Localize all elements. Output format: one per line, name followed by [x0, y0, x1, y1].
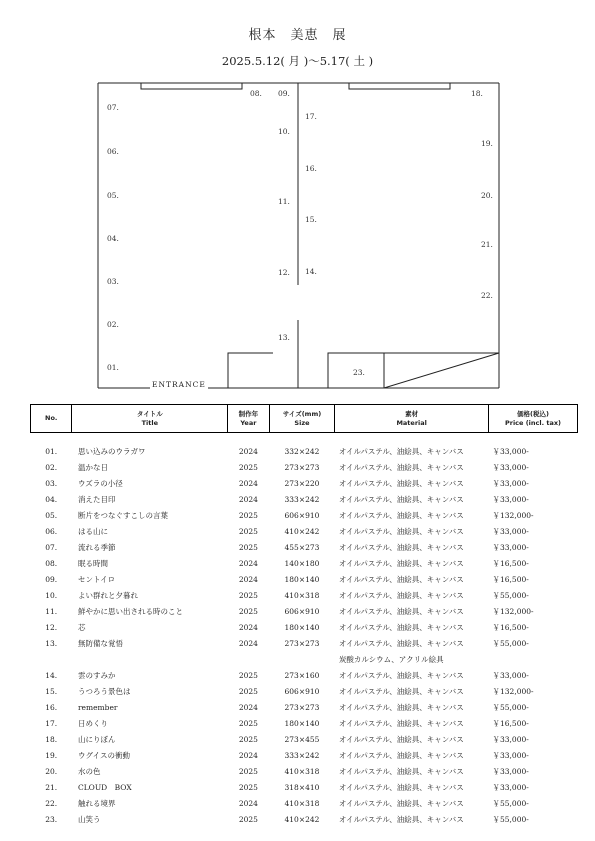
cell-size: 273×273 — [284, 462, 320, 472]
table-row — [31, 571, 578, 587]
col-header-size: サイズ(mm) Size — [269, 405, 335, 433]
cell-material: オイルパステル、油絵具、キャンバス — [338, 478, 464, 488]
cell-no: 05. — [45, 510, 58, 520]
cell-year: 2024 — [238, 574, 258, 584]
cell-year: 2025 — [238, 670, 258, 680]
cell-material: オイルパステル、油絵具、キャンバス — [338, 494, 464, 504]
cell-title: ウズラの小径 — [77, 478, 123, 488]
cell-no: 21. — [45, 782, 58, 792]
entrance-wall — [228, 353, 273, 388]
wall-label-09: 09. — [278, 89, 290, 98]
cell-year: 2025 — [238, 462, 258, 472]
cell-title: 思い込みのウラガワ — [77, 446, 146, 456]
cell-price: ￥33,000- — [492, 446, 529, 456]
cell-price — [489, 651, 578, 667]
cell-title: 鮮やかに思い出される時のこと — [77, 606, 183, 616]
cell-material: オイルパステル、油絵具、キャンバス — [338, 590, 464, 600]
wall-label-17: 17. — [305, 112, 317, 121]
table-row — [31, 491, 578, 507]
cell-year: 2025 — [238, 686, 258, 696]
cell-no: 19. — [45, 750, 58, 760]
cell-year: 2025 — [238, 510, 258, 520]
cell-no: 04. — [45, 494, 58, 504]
cell-material: 炭酸カルシウム、アクリル絵具 — [338, 654, 444, 664]
cell-size: 332×242 — [284, 446, 320, 456]
table-row — [31, 747, 578, 763]
table-row — [31, 433, 578, 460]
cell-year — [228, 651, 269, 667]
table-row — [31, 811, 578, 827]
cell-price: ￥16,500- — [492, 718, 529, 728]
cell-size: 180×140 — [284, 718, 320, 728]
cell-year: 2025 — [238, 766, 258, 776]
cell-no: 20. — [45, 766, 58, 776]
cell-price: ￥16,500- — [492, 574, 529, 584]
wall-label-01: 01. — [107, 363, 119, 372]
cell-size: 606×910 — [284, 686, 320, 696]
cell-price: ￥55,000- — [492, 814, 529, 824]
cell-material: オイルパステル、油絵具、キャンバス — [338, 638, 464, 648]
cell-material: オイルパステル、油絵具、キャンバス — [338, 750, 464, 760]
wall-label-18: 18. — [471, 89, 483, 98]
cell-year: 2025 — [238, 718, 258, 728]
wall-label-10: 10. — [278, 127, 290, 136]
cell-material: オイルパステル、油絵具、キャンバス — [338, 798, 464, 808]
cell-price: ￥33,000- — [492, 766, 529, 776]
cell-size: 410×318 — [284, 766, 320, 776]
floor-plan — [0, 0, 595, 400]
wall-label-19: 19. — [481, 139, 493, 148]
cell-year: 2024 — [238, 494, 258, 504]
cell-title — [72, 651, 228, 667]
cell-title: 断片をつなぐすこしの言葉 — [77, 510, 168, 520]
cell-title: remember — [77, 702, 118, 712]
cell-title: 消えた目印 — [77, 494, 116, 504]
cell-no — [31, 651, 72, 667]
cell-no: 02. — [45, 462, 58, 472]
cell-material: オイルパステル、油絵具、キャンバス — [338, 766, 464, 776]
cell-title: セントイロ — [77, 574, 116, 584]
cell-price: ￥132,000- — [492, 606, 534, 616]
cell-title: よい群れと夕暮れ — [77, 590, 138, 600]
cell-title: はる山に — [77, 526, 108, 536]
wall-label-12: 12. — [278, 268, 290, 277]
cell-material: オイルパステル、油絵具、キャンバス — [338, 446, 464, 456]
cell-title: 流れる季節 — [77, 542, 116, 552]
cell-title: 山にりぼん — [77, 734, 116, 744]
cell-no: 15. — [45, 686, 58, 696]
col-header-title: タイトル Title — [72, 405, 228, 433]
cell-size: 333×242 — [284, 494, 320, 504]
cell-size: 273×273 — [284, 638, 320, 648]
cell-no: 23. — [45, 814, 58, 824]
cell-no: 14. — [45, 670, 58, 680]
cell-price: ￥132,000- — [492, 510, 534, 520]
wall-label-20: 20. — [481, 191, 493, 200]
table-row — [31, 603, 578, 619]
cell-material: オイルパステル、油絵具、キャンバス — [338, 702, 464, 712]
cell-material: オイルパステル、油絵具、キャンバス — [338, 510, 464, 520]
cell-size: 606×910 — [284, 606, 320, 616]
works-table-body — [31, 433, 578, 828]
wall-label-15: 15. — [305, 215, 317, 224]
cell-size: 333×242 — [284, 750, 320, 760]
table-row — [31, 523, 578, 539]
table-row — [31, 715, 578, 731]
cell-material: オイルパステル、油絵具、キャンバス — [338, 622, 464, 632]
cell-price: ￥33,000- — [492, 670, 529, 680]
cell-size: 273×455 — [284, 734, 320, 744]
cell-price: ￥55,000- — [492, 638, 529, 648]
cell-title: 日めくり — [77, 718, 108, 728]
cell-year: 2025 — [238, 542, 258, 552]
cell-title: うつろう景色は — [77, 686, 131, 696]
cell-title: ウグイスの衝動 — [77, 750, 131, 760]
cell-no: 06. — [45, 526, 58, 536]
cell-price: ￥33,000- — [492, 494, 529, 504]
ceiling-fixture-right — [349, 83, 450, 89]
cell-size: 318×410 — [284, 782, 320, 792]
cell-title: 雲のすみか — [77, 670, 116, 680]
cell-no: 11. — [45, 606, 58, 616]
cell-size: 180×140 — [284, 574, 320, 584]
cell-material: オイルパステル、油絵具、キャンバス — [338, 574, 464, 584]
col-header-material: 素材 Material — [335, 405, 489, 433]
cell-material: オイルパステル、油絵具、キャンバス — [338, 542, 464, 552]
cell-year: 2024 — [238, 446, 258, 456]
wall-label-13: 13. — [278, 333, 290, 342]
diagonal-line — [384, 353, 499, 388]
cell-material: オイルパステル、油絵具、キャンバス — [338, 686, 464, 696]
cell-year: 2024 — [238, 558, 258, 568]
cell-material: オイルパステル、油絵具、キャンバス — [338, 526, 464, 536]
cell-size: 273×273 — [284, 702, 320, 712]
wall-label-06: 06. — [107, 147, 119, 156]
wall-label-04: 04. — [107, 234, 119, 243]
table-row — [31, 683, 578, 699]
table-row — [31, 587, 578, 603]
cell-no: 12. — [45, 622, 58, 632]
cell-no: 01. — [45, 446, 58, 456]
cell-year: 2025 — [238, 526, 258, 536]
cell-year: 2025 — [238, 814, 258, 824]
cell-size — [269, 651, 335, 667]
cell-size: 410×318 — [284, 590, 320, 600]
cell-price: ￥55,000- — [492, 702, 529, 712]
cell-title: 水の色 — [77, 766, 101, 776]
cell-year: 2025 — [238, 782, 258, 792]
cell-material: オイルパステル、油絵具、キャンバス — [338, 558, 464, 568]
wall-label-02: 02. — [107, 320, 119, 329]
cell-size: 410×318 — [284, 798, 320, 808]
cell-no: 10. — [45, 590, 58, 600]
cell-price: ￥33,000- — [492, 462, 529, 472]
table-row — [31, 763, 578, 779]
wall-label-16: 16. — [305, 164, 317, 173]
cell-material: オイルパステル、油絵具、キャンバス — [338, 734, 464, 744]
cell-material: オイルパステル、油絵具、キャンバス — [338, 606, 464, 616]
col-header-price: 価格(税込) Price (incl. tax) — [489, 405, 578, 433]
col-header-year: 制作年 Year — [228, 405, 269, 433]
cell-size: 180×140 — [284, 622, 320, 632]
table-row — [31, 667, 578, 683]
cell-size: 606×910 — [284, 510, 320, 520]
table-row — [31, 635, 578, 651]
table-row — [31, 795, 578, 811]
cell-price: ￥33,000- — [492, 478, 529, 488]
cell-title: 眠る時間 — [77, 558, 108, 568]
cell-year: 2025 — [238, 590, 258, 600]
wall-label-07: 07. — [107, 103, 119, 112]
table-row — [31, 699, 578, 715]
cell-year: 2024 — [238, 478, 258, 488]
cell-no: 03. — [45, 478, 58, 488]
cell-year: 2024 — [238, 798, 258, 808]
col-header-no: No. — [31, 405, 72, 433]
cell-title: CLOUD BOX — [77, 782, 132, 792]
cell-year: 2024 — [238, 622, 258, 632]
cell-no: 22. — [45, 798, 58, 808]
cell-size: 410×242 — [284, 526, 320, 536]
cell-title: 無防備な覚悟 — [77, 638, 123, 648]
ceiling-fixture-left — [141, 83, 242, 89]
floor-plan-lines — [0, 0, 595, 400]
table-row — [31, 555, 578, 571]
cell-price: ￥16,500- — [492, 622, 529, 632]
table-row — [31, 651, 578, 667]
cell-title: 触れる境界 — [77, 798, 116, 808]
cell-price: ￥33,000- — [492, 542, 529, 552]
cell-price: ￥33,000- — [492, 750, 529, 760]
cell-price: ￥33,000- — [492, 734, 529, 744]
cell-title: 温かな日 — [77, 462, 108, 472]
cell-size: 140×180 — [284, 558, 320, 568]
cell-no: 16. — [45, 702, 58, 712]
cell-no: 08. — [45, 558, 58, 568]
page-title: 根本 美恵 展 — [248, 28, 347, 43]
cell-size: 455×273 — [284, 542, 320, 552]
cell-no: 17. — [45, 718, 58, 728]
cell-year: 2025 — [238, 606, 258, 616]
cell-size: 273×160 — [284, 670, 320, 680]
cell-no: 13. — [45, 638, 58, 648]
cell-price: ￥132,000- — [492, 686, 534, 696]
cell-price: ￥55,000- — [492, 590, 529, 600]
cell-material: オイルパステル、油絵具、キャンバス — [338, 462, 464, 472]
table-row — [31, 507, 578, 523]
cell-price: ￥55,000- — [492, 798, 529, 808]
cell-year: 2024 — [238, 702, 258, 712]
table-row — [31, 459, 578, 475]
table-row — [31, 475, 578, 491]
wall-label-11: 11. — [278, 197, 290, 206]
wall-label-03: 03. — [107, 277, 119, 286]
cell-size: 273×220 — [284, 478, 320, 488]
cell-title: 山笑う — [77, 814, 101, 824]
wall-label-08: 08. — [250, 89, 262, 98]
wall-label-22: 22. — [481, 291, 493, 300]
cell-title: 芯 — [77, 622, 86, 632]
table-row — [31, 731, 578, 747]
cell-material: オイルパステル、油絵具、キャンバス — [338, 782, 464, 792]
entrance-label: ENTRANCE — [152, 380, 206, 389]
table-row — [31, 619, 578, 635]
cell-material: オイルパステル、油絵具、キャンバス — [338, 718, 464, 728]
cell-year: 2024 — [238, 750, 258, 760]
cell-year: 2025 — [238, 734, 258, 744]
cell-size: 410×242 — [284, 814, 320, 824]
cell-no: 07. — [45, 542, 58, 552]
cell-year: 2024 — [238, 638, 258, 648]
cell-price: ￥33,000- — [492, 782, 529, 792]
cell-price: ￥16,500- — [492, 558, 529, 568]
wall-label-14: 14. — [305, 267, 317, 276]
table-row — [31, 779, 578, 795]
wall-label-05: 05. — [107, 191, 119, 200]
exhibition-dates: 2025.5.12( 月 )～5.17( 土 ) — [221, 54, 374, 68]
cell-material: オイルパステル、油絵具、キャンバス — [338, 814, 464, 824]
table-row — [31, 539, 578, 555]
cell-no: 18. — [45, 734, 58, 744]
wall-label-23: 23. — [353, 368, 365, 377]
table-header-row — [31, 405, 578, 433]
wall-label-21: 21. — [481, 240, 493, 249]
works-table — [30, 404, 578, 827]
cell-price: ￥33,000- — [492, 526, 529, 536]
cell-no: 09. — [45, 574, 58, 584]
cell-material: オイルパステル、油絵具、キャンバス — [338, 670, 464, 680]
